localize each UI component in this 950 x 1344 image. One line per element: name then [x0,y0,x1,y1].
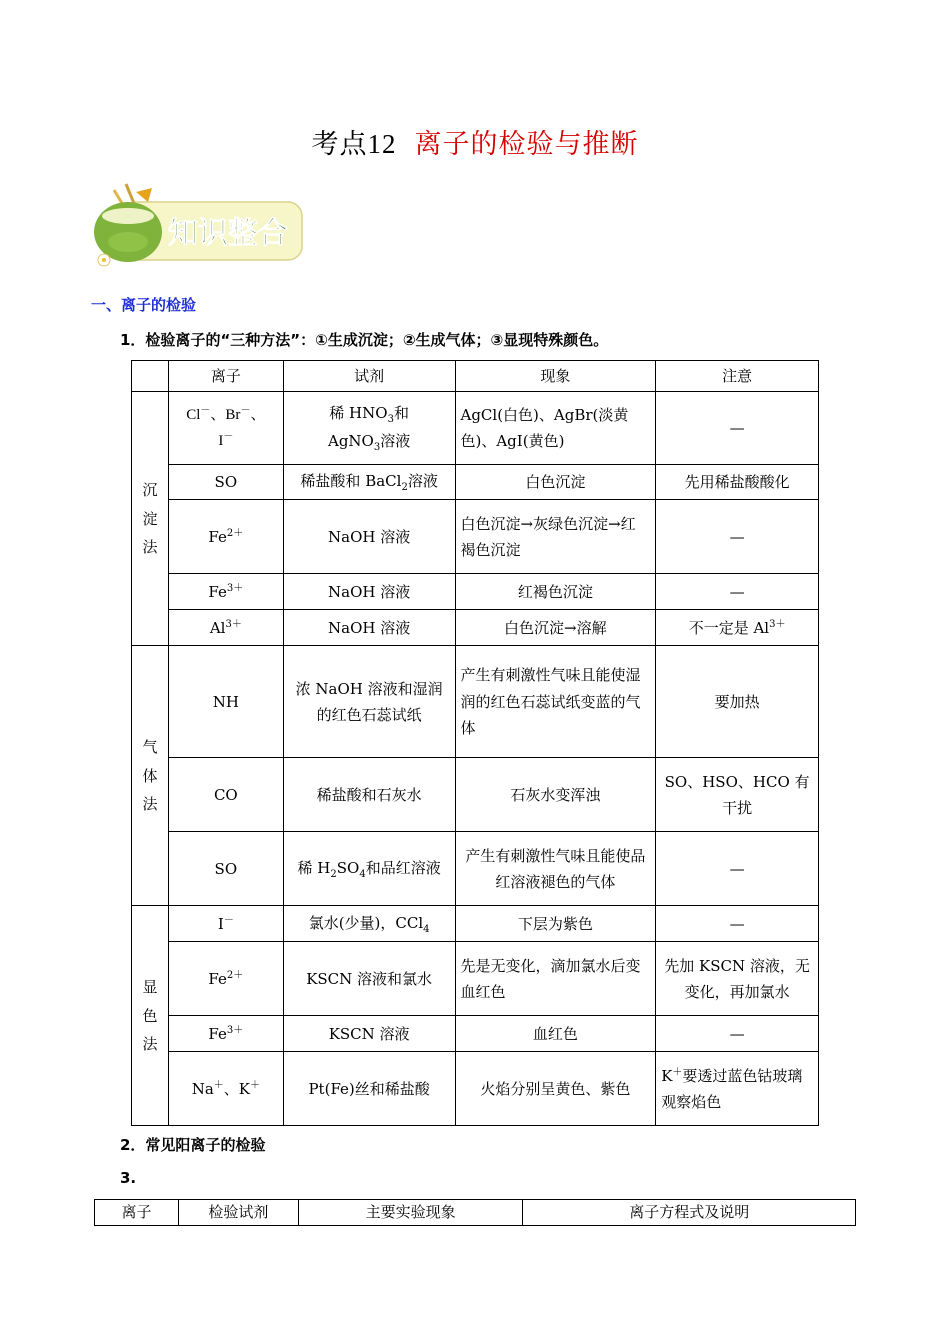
table-row [132,1016,819,1052]
phenomenon-cell: 血红色 [455,1016,656,1052]
ion-cell: Cl－、Br－、 I－ [168,392,283,465]
table-row [132,500,819,574]
phenomenon-cell: 白色沉淀 [455,465,656,500]
table-row [132,1052,819,1126]
phenomenon-cell: 白色沉淀→溶解 [455,610,656,646]
table-row [132,646,819,758]
reagent-cell: KSCN 溶液和氯水 [283,942,455,1016]
ion-test-table [131,360,819,1126]
knowledge-banner [88,178,306,270]
note-cell: — [656,392,819,465]
ion-cell: SO [168,465,283,500]
ion-cell: $Fe^{2+}$ [168,500,283,574]
reagent-cell: 稀盐酸和 BaCl$_2$溶液 [283,465,455,500]
note-cell: — [656,500,819,574]
phenomenon-cell: AgCl(白色)、AgBr(淡黄色)、AgI(黄色) [455,392,656,465]
note-cell: — [656,906,819,942]
table-row [132,610,819,646]
category-color: 显 色 法 [132,906,169,1126]
phenomenon-cell: 白色沉淀→灰绿色沉淀→红褐色沉淀 [455,500,656,574]
reagent-cell: KSCN 溶液 [283,1016,455,1052]
phenomenon-cell: 石灰水变浑浊 [455,758,656,832]
phenomenon-cell: 火焰分别呈黄色、紫色 [455,1052,656,1126]
ion-cell: NH [168,646,283,758]
title-number: 考点12 [311,129,397,159]
note-cell: — [656,832,819,906]
header-reagent: 试剂 [283,361,455,392]
reagent-cell: 稀盐酸和石灰水 [283,758,455,832]
table-row [132,574,819,610]
cation-test-table [94,1199,856,1226]
phenomenon-cell: 先是无变化，滴加氯水后变血红色 [455,942,656,1016]
section-heading: 一、离子的检验 [91,296,197,314]
note-cell: — [656,574,819,610]
header-ion: 离子 [95,1200,179,1226]
phenomenon-cell: 红褐色沉淀 [455,574,656,610]
ion-cell: $Fe^{2+}$ [168,942,283,1016]
ion-cell: $Fe^{3+}$ [168,574,283,610]
header-phenomenon: 现象 [455,361,656,392]
note-cell: K＋要透过蓝色钴玻璃观察焰色 [656,1052,819,1126]
header-reagent: 检验试剂 [178,1200,298,1226]
item-three-methods: 1．检验离子的“三种方法”：①生成沉淀；②生成气体；③显现特殊颜色。 [120,331,609,349]
note-cell: 不一定是 $Al^{3+}$ [656,610,819,646]
reagent-cell: Pt(Fe)丝和稀盐酸 [283,1052,455,1126]
table-row [132,906,819,942]
table-header-row [95,1200,856,1226]
table-row [132,392,819,465]
ion-cell: CO [168,758,283,832]
banner-label: 知识整合 [168,216,288,251]
category-precipitation: 沉 淀 法 [132,392,169,646]
item-cation-tests: 2．常见阳离子的检验 [120,1136,266,1154]
item-three: 3. [120,1169,137,1187]
ion-cell: $Fe^{3+}$ [168,1016,283,1052]
ion-cell: SO [168,832,283,906]
ion-cell: I－ [168,906,283,942]
reagent-cell: 浓 NaOH 溶液和湿润的红色石蕊试纸 [283,646,455,758]
header-note: 注意 [656,361,819,392]
phenomenon-cell: 下层为紫色 [455,906,656,942]
reagent-cell: NaOH 溶液 [283,574,455,610]
reagent-cell: NaOH 溶液 [283,500,455,574]
ion-cell: Na＋、K＋ [168,1052,283,1126]
umbrella-icon [136,188,152,202]
ion-cell: $Al^{3+}$ [168,610,283,646]
table-row [132,942,819,1016]
reagent-cell: 稀 $HNO_3$和 AgNO$_3$溶液 [283,392,455,465]
header-equation: 离子方程式及说明 [523,1200,856,1226]
table-header-row [132,361,819,392]
note-cell: 要加热 [656,646,819,758]
reagent-cell: NaOH 溶液 [283,610,455,646]
table-row [132,465,819,500]
reagent-cell: 稀 $H_2SO_4$和品红溶液 [283,832,455,906]
table-row [132,832,819,906]
header-ion: 离子 [168,361,283,392]
table-row [132,758,819,832]
phenomenon-cell: 产生有刺激性气味且能使品红溶液褪色的气体 [455,832,656,906]
note-cell: — [656,1016,819,1052]
page-title [0,122,950,161]
note-cell: 先加 KSCN 溶液，无变化，再加氯水 [656,942,819,1016]
category-gas: 气 体 法 [132,646,169,906]
note-cell: 先用稀盐酸酸化 [656,465,819,500]
note-cell: SO、HSO、HCO 有干扰 [656,758,819,832]
title-text: 离子的检验与推断 [414,129,639,160]
reagent-cell: 氯水(少量)，CCl$_4$ [283,906,455,942]
header-phenomenon: 主要实验现象 [298,1200,523,1226]
phenomenon-cell: 产生有刺激性气味且能使湿润的红色石蕊试纸变蓝的气体 [455,646,656,758]
